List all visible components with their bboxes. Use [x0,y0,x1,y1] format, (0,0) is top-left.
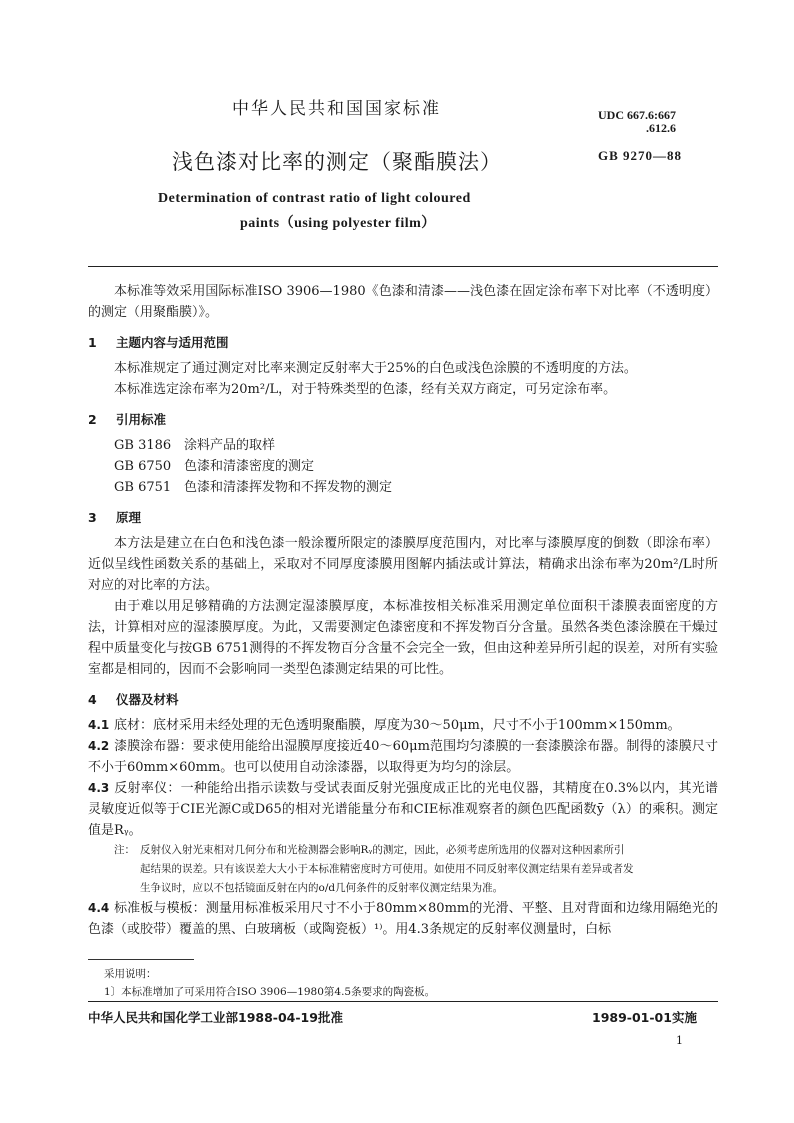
page-number: 1 [676,1034,683,1047]
udc-code-cont: .612.6 [646,121,676,135]
clause-4-1: 4.1 底材：底材采用未经处理的无色透明聚酯膜，厚度为30～50μm，尺寸不小于100mm×150mm。 [88,718,681,733]
section-heading-3: 3 原理 [88,510,142,525]
ref-item: GB 6751 色漆和清漆挥发物和不挥发物的测定 [114,480,393,495]
clause-4-4: 4.4 标准板与模板：测量用标准板采用尺寸不小于80mm×80mm的光滑、平整、且对背面和边缘用隔绝光的色漆（或胶带）覆盖的黑、白玻璃板（或陶瓷板）¹⁾。用4.3条规定的反射率仪测量时，白标 [88,901,718,937]
approval-date: 中华人民共和国化学工业部1988-04-19批准 [88,1010,343,1025]
english-title-line2: paints（using polyester film） [240,216,436,231]
footnote-divider [88,959,194,960]
page-title: 浅色漆对比率的测定（聚酯膜法） [172,150,502,174]
section-heading-1: 1 主题内容与适用范围 [88,335,229,350]
english-title-line1: Determination of contrast ratio of light coloured [158,191,471,206]
clause-4-2: 4.2 漆膜涂布器：要求使用能给出湿膜厚度接近40～60μm范围均匀漆膜的一套漆膜涂布器。制得的漆膜尺寸不小于60mm×60mm。也可以使用自动涂漆器，以取得更为均匀的涂层。 [88,739,718,775]
section3-para2: 由于难以用足够精确的方法测定湿漆膜厚度，本标准按相关标准采用测定单位面积干漆膜表面密度的方法，计算相对应的湿漆膜厚度。为此，又需要测定色漆密度和不挥发物百分含量。虽然各类色漆涂膜在干燥过程中质量变化与按GB 6751测得的不挥发物百分含量不会完全一致，但由这种差异所引起的误差，对所有实验室都是相同的，因而不会影响同一类型色漆测定结果的可比性。 [88,599,718,677]
footnote-text: 1〕本标准增加了可采用符合ISO 3906—1980第4.5条要求的陶瓷板。 [104,986,436,998]
document-body [88,281,718,940]
section3-para1: 本方法是建立在白色和浅色漆一般涂覆所限定的漆膜厚度范围内，对比率与漆膜厚度的倒数（即涂布率）近似呈线性函数关系的基础上，采取对不同厚度漆膜用图解内插法或计算法，精确求出涂布率为20m²/L时所对应的对比率的方法。 [88,536,718,593]
udc-code: UDC 667.6:667 [598,108,676,122]
footnote [104,965,435,1001]
note-cont-1: 起结果的误差。只有该误差大大小于本标准精密度时方可使用。如使用不同反射率仪测定结果有差异或者发 [140,863,634,875]
gb-number: GB 9270—88 [598,148,683,163]
clause-4-3: 4.3 反射率仪：一种能给出指示读数与受试表面反射光强度成正比的光电仪器，其精度在0.3%以内，其光谱灵敏度近似等于CIE光源C或D65的相对光谱能量分布和CIE标准观察者的颜色匹配函数ȳ（λ）的乘积。测定值是Rᵧ。 [88,781,718,838]
note-cont-2: 生争议时，应以不包括镜面反射在内的o/d几何条件的反射率仪测定结果为准。 [140,882,504,894]
note: 注： 反射仪入射光束相对几何分布和光检测器会影响Rᵧ的测定，因此，必须考虑所选用的仪器对这种因素所引 [114,844,625,856]
footer-divider [88,1001,718,1002]
section-heading-2: 2 引用标准 [88,412,167,427]
section1-para1: 本标准规定了通过测定对比率来测定反射率大于25%的白色或浅色涂膜的不透明度的方法。 [114,361,637,376]
section-heading-4: 4 仪器及材料 [88,692,179,707]
standard-type: 中华人民共和国国家标准 [232,99,441,119]
section1-para2: 本标准选定涂布率为20m²/L，对于特殊类型的色漆，经有关双方商定，可另定涂布率。 [114,382,617,397]
ref-item: GB 6750 色漆和清漆密度的测定 [114,459,315,474]
implementation-date: 1989-01-01实施 [592,1010,697,1025]
ref-item: GB 3186 涂料产品的取样 [114,438,276,453]
header-divider [88,266,718,267]
intro-paragraph: 本标准等效采用国际标准ISO 3906—1980《色漆和清漆——浅色漆在固定涂布率下对比率（不透明度）的测定（用聚酯膜）》。 [88,284,718,320]
footnote-heading: 采用说明： [104,968,157,980]
